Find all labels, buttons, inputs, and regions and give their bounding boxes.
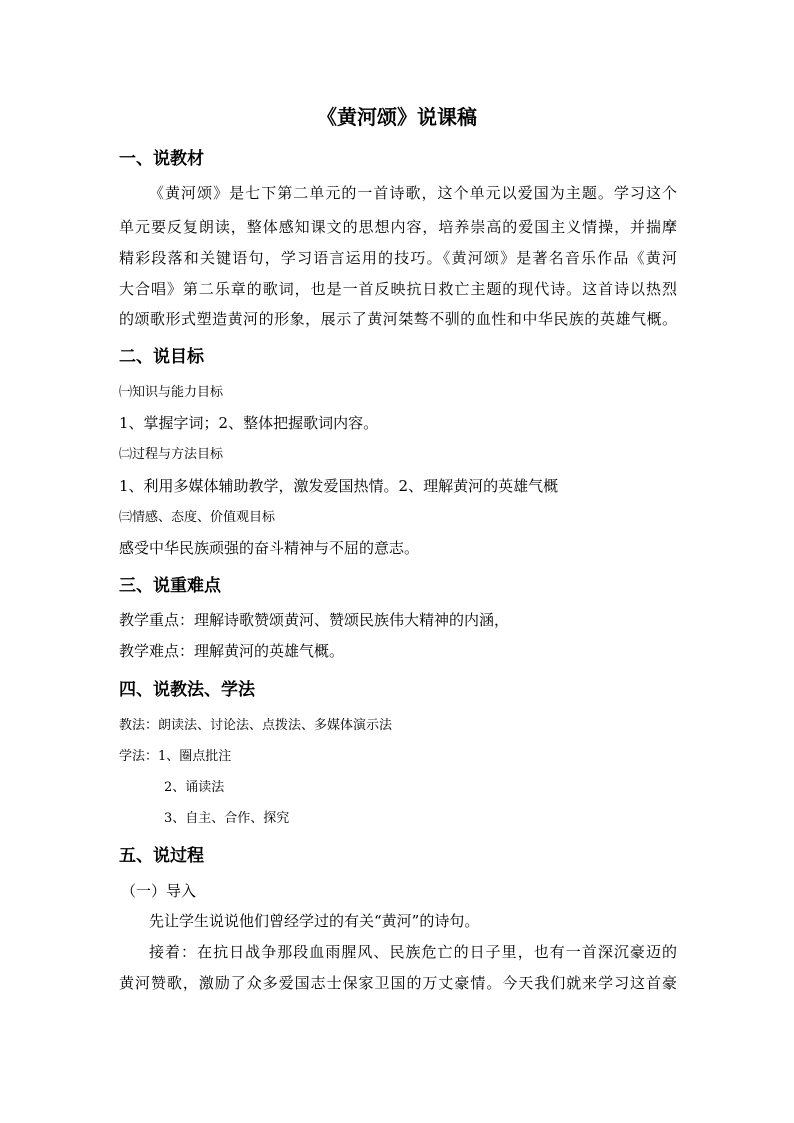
section-1-paragraph-line: 的颂歌形式塑造黄河的形象，展示了黄河桀骜不驯的血性和中华民族的英雄气概。	[119, 310, 677, 328]
section-4-learning-method-item: 3、自主、合作、探究	[164, 811, 290, 826]
section-2-subheading-process: ㈡过程与方法目标	[119, 447, 224, 462]
section-1-paragraph-line: 《黄河颂》是七下第二单元的一首诗歌，这个单元以爱国为主题。学习这个	[149, 184, 677, 202]
section-3-text: 教学重点：理解诗歌赞颂黄河、赞颂民族伟大精神的内涵，	[119, 611, 510, 629]
section-5-subheading-intro: （一）导入	[121, 882, 197, 900]
section-2-subheading-knowledge: ㈠知识与能力目标	[119, 385, 224, 400]
section-4-learning-methods: 学法：1、圈点批注	[119, 749, 232, 764]
section-5-text: 先让学生说说他们曾经学过的有关“黄河”的诗句。	[149, 912, 480, 930]
section-4-heading: 四、说教法、学法	[119, 680, 255, 700]
section-1-paragraph-line: 大合唱》第二乐章的歌词，也是一首反映抗日救亡主题的现代诗。这首诗以热烈	[119, 280, 677, 298]
section-2-heading: 二、说目标	[119, 347, 204, 367]
section-1-heading: 一、说教材	[119, 149, 204, 169]
section-3-heading: 三、说重难点	[119, 576, 221, 596]
section-5-heading: 五、说过程	[119, 846, 204, 866]
section-2-text: 1、利用多媒体辅助教学，激发爱国热情。2、理解黄河的英雄气概	[119, 477, 559, 495]
section-2-subheading-emotion: ㈢情感、态度、价值观目标	[119, 510, 276, 525]
section-4-learning-method-item: 2、诵读法	[164, 780, 225, 795]
section-1-paragraph-line: 单元要反复朗读，整体感知课文的思想内容，培养崇高的爱国主义情操，并揣摩	[119, 218, 677, 236]
section-5-text: 黄河赞歌，激励了众多爱国志士保家卫国的万丈豪情。今天我们就来学习这首豪	[119, 974, 677, 992]
section-2-text: 1、掌握字词；2、整体把握歌词内容。	[119, 414, 379, 432]
section-5-text: 接着：在抗日战争那段血雨腥风、民族危亡的日子里，也有一首深沉豪迈的	[149, 943, 677, 961]
section-1-paragraph-line: 精彩段落和关键语句，学习语言运用的技巧。《黄河颂》是著名音乐作品《黄河	[119, 249, 677, 267]
section-4-teaching-methods: 教法：朗读法、讨论法、点拨法、多媒体演示法	[119, 718, 393, 733]
document-title: 《黄河颂》说课稿	[317, 105, 477, 129]
section-2-text: 感受中华民族顽强的奋斗精神与不屈的意志。	[119, 539, 420, 557]
section-3-text: 教学难点：理解黄河的英雄气概。	[119, 642, 345, 660]
